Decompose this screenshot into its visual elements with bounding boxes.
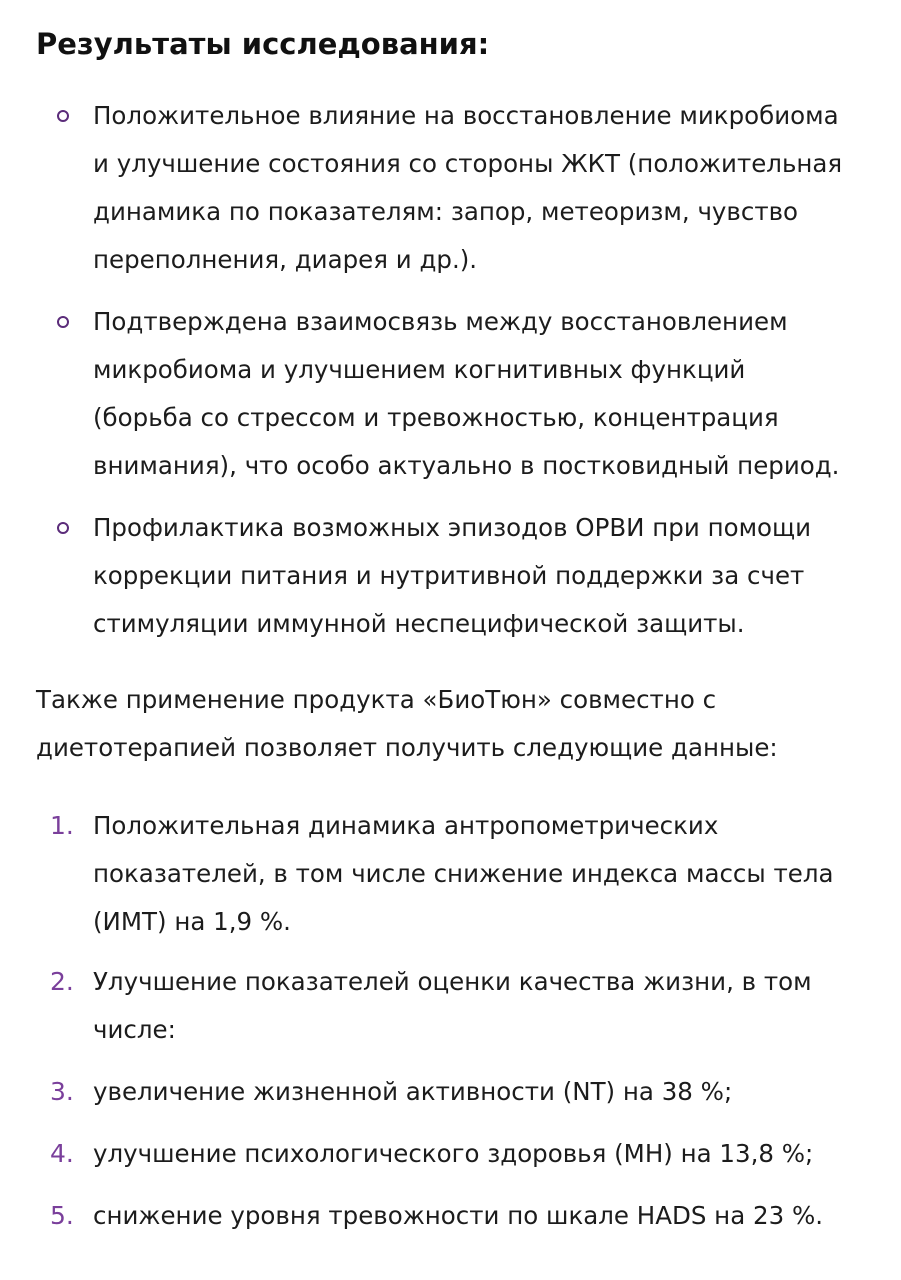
text-line: Улучшение показателей оценки качества жизни, в том [93,967,812,996]
circle-bullet-icon [57,316,69,328]
circle-bullet-icon [57,522,69,534]
text-line: улучшение психологического здоровья (MH) на 13,8 %; [93,1139,814,1168]
text-line: микробиома и улучшением когнитивных функций [93,355,746,384]
text-line: диетотерапией позволяет получить следующие данные: [36,733,778,762]
item-number: 3. [50,1077,74,1106]
circle-bullet-icon [57,110,69,122]
text-line: и улучшение состояния со стороны ЖКТ (положительная [93,149,843,178]
text-line: показателей, в том числе снижение индекса массы тела [93,859,834,888]
text-line: коррекции питания и нутритивной поддержки за счет [93,561,805,590]
numbered-item-text [93,1192,863,1240]
text-line: Профилактика возможных эпизодов ОРВИ при помощи [93,513,812,542]
text-line: переполнения, диарея и др.). [93,245,478,274]
item-number: 5. [50,1201,74,1230]
numbered-item-text [93,958,863,1054]
text-line: Положительная динамика антропометрических [93,811,719,840]
text-line: (борьба со стрессом и тревожностью, концентрация [93,403,779,432]
item-number: 4. [50,1139,74,1168]
text-line: Положительное влияние на восстановление микробиома [93,101,839,130]
text-line: Подтверждена взаимосвязь между восстановлением [93,307,788,336]
bullet-item-text [93,92,863,284]
item-number: 1. [50,811,74,840]
bullet-item-text [93,298,863,490]
numbered-item-text [93,1130,863,1178]
text-line: снижение уровня тревожности по шкале HADS на 23 %. [93,1201,824,1230]
numbered-item-text [93,802,863,946]
section-heading: Результаты исследования: [36,27,490,61]
text-line: увеличение жизненной активности (NT) на 38 %; [93,1077,733,1106]
bullet-item-text [93,504,863,648]
numbered-item-text [93,1068,863,1116]
intro-paragraph [36,676,856,772]
text-line: внимания), что особо актуально в постковидный период. [93,451,840,480]
text-line: Также применение продукта «БиоТюн» совместно с [36,685,717,714]
item-number: 2. [50,967,74,996]
text-line: (ИМТ) на 1,9 %. [93,907,291,936]
text-line: динамика по показателям: запор, метеоризм, чувство [93,197,799,226]
text-line: стимуляции иммунной неспецифической защиты. [93,609,745,638]
text-line: числе: [93,1015,176,1044]
